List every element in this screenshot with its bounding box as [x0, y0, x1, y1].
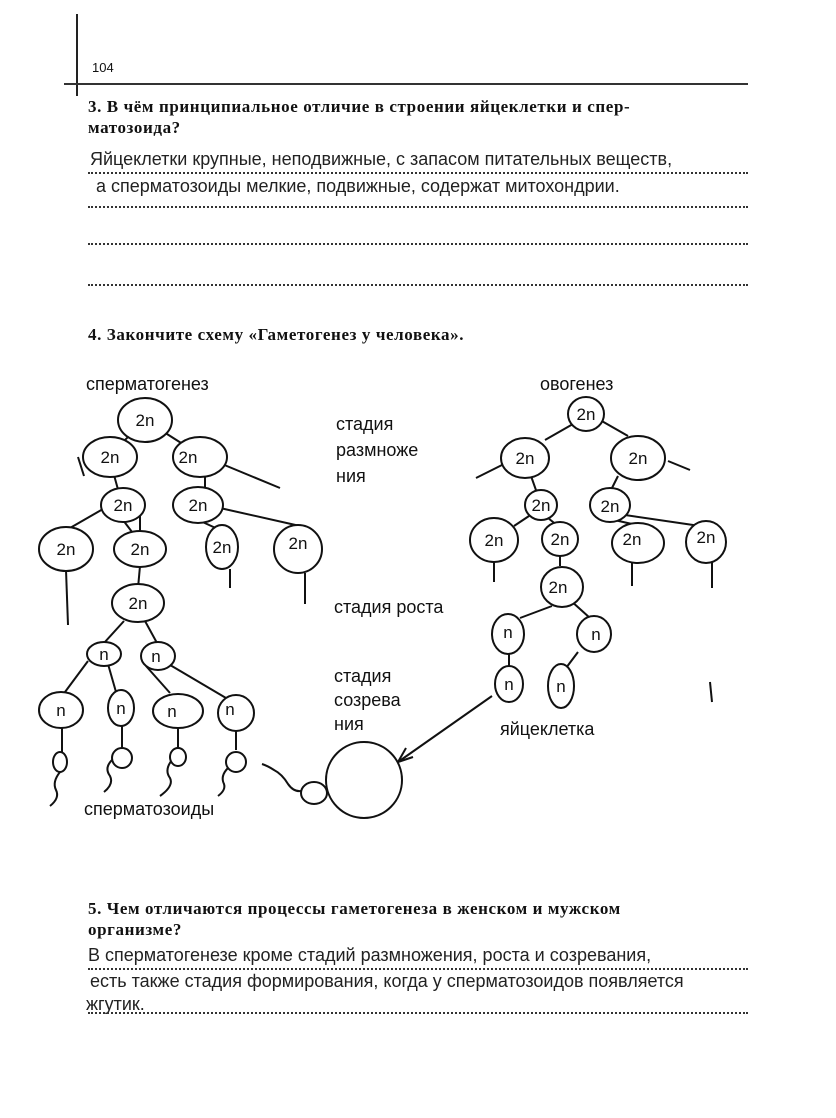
- sperm-head-1: [53, 752, 67, 772]
- label-n: n: [116, 699, 126, 718]
- sperm-head-2: [112, 748, 132, 768]
- stage-maturation-line3: ния: [334, 714, 364, 734]
- stage-multiplication-line3: ния: [336, 466, 366, 486]
- sperm-head-4: [226, 752, 246, 772]
- label-n: n: [503, 623, 513, 642]
- label-2n: 2n: [113, 496, 133, 515]
- label-2n: 2n: [135, 411, 155, 430]
- label-2n: 2n: [515, 449, 535, 468]
- label-n: n: [556, 677, 566, 696]
- q5-answer-rule-1: [88, 968, 748, 970]
- q5-answer-line3: жгутик.: [86, 994, 145, 1014]
- label-n: n: [225, 700, 235, 719]
- q5-answer-line2: есть также стадия формирования, когда у сперматозоидов появляется: [90, 971, 684, 991]
- label-2n: 2n: [622, 530, 642, 549]
- label-2n: 2n: [696, 528, 716, 547]
- label-2n: 2n: [212, 538, 232, 557]
- q4-title: 4. Закончите схему «Гаметогенез у человека».: [88, 325, 465, 344]
- polar-body: [301, 782, 327, 804]
- stage-multiplication-line1: стадия: [336, 414, 394, 434]
- sperm-node-n-6: [218, 695, 254, 731]
- label-2n: 2n: [288, 534, 308, 553]
- egg-cell: [326, 742, 402, 818]
- q3-title-line2: матозоида?: [88, 118, 181, 137]
- sperm-cells-label: сперматозоиды: [84, 799, 215, 819]
- q5-title-line1: 5. Чем отличаются процессы гаметогенеза в женском и мужском: [88, 899, 621, 918]
- sperm-head-3: [170, 748, 186, 766]
- stage-growth: стадия роста: [334, 597, 444, 617]
- q5-answer-rule-2: [88, 1012, 748, 1014]
- label-n: n: [504, 675, 514, 694]
- label-n: n: [56, 701, 66, 720]
- label-2n: 2n: [550, 530, 570, 549]
- q3-answer-line2: а сперматозоиды мелкие, подвижные, содержат митохондрии.: [96, 176, 620, 196]
- q3-title-line1: 3. В чём принципиальное отличие в строении яйцеклетки и спер-: [88, 97, 631, 116]
- label-2n: 2n: [100, 448, 120, 467]
- stage-multiplication-line2: размноже: [336, 440, 419, 460]
- label-2n: 2n: [188, 496, 208, 515]
- label-2n: 2n: [628, 449, 648, 468]
- egg-cell-label: яйцеклетка: [500, 719, 595, 739]
- page-number: 104: [92, 60, 114, 75]
- label-n: n: [591, 625, 601, 644]
- label-2n: 2n: [484, 531, 504, 550]
- label-n: n: [167, 702, 177, 721]
- label-2n: 2n: [600, 497, 620, 516]
- label-2n: 2n: [56, 540, 76, 559]
- label-n: n: [99, 645, 109, 664]
- stage-maturation-line2: созрева: [334, 690, 401, 710]
- label-2n: 2n: [178, 448, 198, 467]
- label-2n: 2n: [128, 594, 148, 613]
- label-2n: 2n: [531, 496, 551, 515]
- q3-answer-line1: Яйцеклетки крупные, неподвижные, с запасом питательных веществ,: [90, 149, 673, 169]
- sperm-node-n-5: [153, 694, 203, 728]
- label-2n: 2n: [548, 578, 568, 597]
- oogenesis-label: овогенез: [540, 374, 614, 394]
- spermatogenesis-label: сперматогенез: [86, 374, 209, 394]
- q5-answer-line1: В сперматогенезе кроме стадий размножения, роста и созревания,: [88, 945, 652, 965]
- label-n: n: [151, 647, 161, 666]
- stage-maturation-line1: стадия: [334, 666, 392, 686]
- q5-title-line2: организме?: [88, 920, 182, 939]
- label-2n: 2n: [130, 540, 150, 559]
- label-2n: 2n: [576, 405, 596, 424]
